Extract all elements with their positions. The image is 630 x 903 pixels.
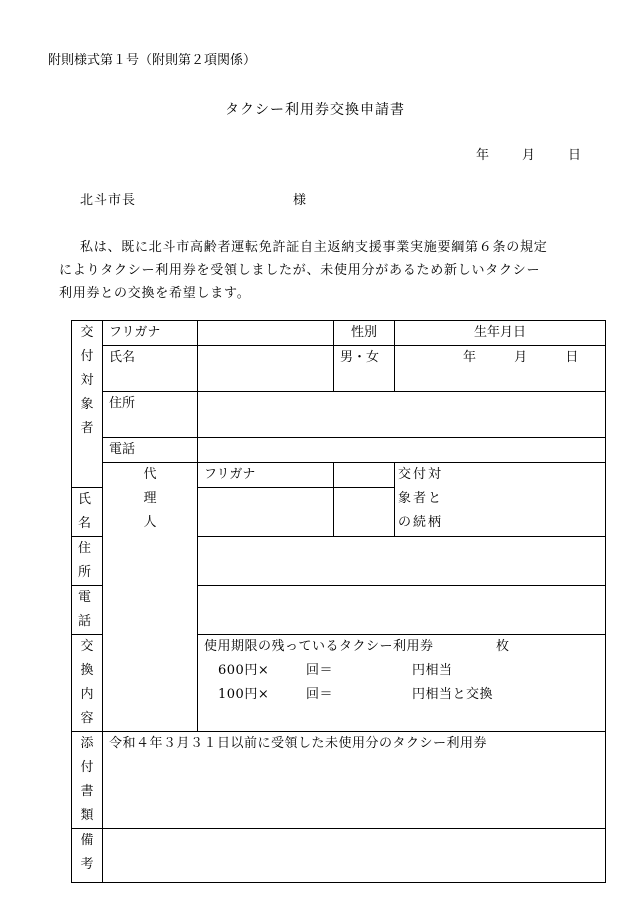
agent-address-field[interactable] xyxy=(198,537,606,586)
price-600-label: 600円× xyxy=(218,663,270,678)
remarks-section-header: 備 考 xyxy=(72,829,103,883)
recipient-phone-label: 電話 xyxy=(103,438,198,463)
recipient-name-field[interactable] xyxy=(198,346,334,392)
honorific: 様 xyxy=(293,193,307,208)
date-month-label: 月 xyxy=(522,148,536,163)
agent-name-label: 氏名 xyxy=(72,488,103,537)
body-line-2: によりタクシー利用券を受領しましたが、未使用分があるため新しいタクシー xyxy=(59,263,541,278)
recipient-furigana-field[interactable] xyxy=(198,321,334,346)
exchange-sheet-unit: 枚 xyxy=(496,639,510,654)
birthdate-label: 生年月日 xyxy=(395,321,606,346)
exchange-section-header: 交 換 内 容 xyxy=(72,635,103,732)
attachment-text: 令和４年３月３１日以前に受領した未使用分のタクシー利用券 xyxy=(103,732,606,829)
birth-year-label: 年 xyxy=(463,350,477,365)
gender-label: 性別 xyxy=(334,321,395,346)
agent-section-header: 代 理 人 xyxy=(103,463,198,732)
birthdate-field[interactable] xyxy=(395,346,606,392)
agent-address-label: 住所 xyxy=(72,537,103,586)
recipient-section-header: 交 付 対 象 者 xyxy=(72,321,103,488)
form-number: 附則様式第１号（附則第２項関係） xyxy=(48,53,257,68)
price-600-result: 円相当 xyxy=(412,663,453,678)
agent-furigana-field[interactable] xyxy=(334,463,395,488)
recipient-phone-field[interactable] xyxy=(198,438,606,463)
price-600-times: 回＝ xyxy=(306,663,334,678)
agent-phone-field[interactable] xyxy=(198,586,606,635)
birth-day-label: 日 xyxy=(565,350,579,365)
recipient-address-field[interactable] xyxy=(198,392,606,438)
date-day-label: 日 xyxy=(568,148,582,163)
agent-name-field[interactable] xyxy=(198,488,334,537)
recipient-address-label: 住所 xyxy=(103,392,198,438)
gender-options[interactable]: 男・女 xyxy=(334,346,395,392)
date-year-label: 年 xyxy=(476,148,490,163)
agent-phone-label: 電話 xyxy=(72,586,103,635)
attachment-section-header: 添 付 書 類 xyxy=(72,732,103,829)
exchange-remaining-tickets: 使用期限の残っているタクシー利用券 xyxy=(204,639,434,654)
recipient-name: 北斗市長 xyxy=(80,193,137,208)
page-title: タクシー利用券交換申請書 xyxy=(225,102,405,118)
birth-month-label: 月 xyxy=(514,350,528,365)
price-100-label: 100円× xyxy=(218,687,270,702)
body-line-3: 利用券との交換を希望します。 xyxy=(59,286,251,301)
body-line-1: 私は、既に北斗市高齢者運転免許証自主返納支援事業実施要綱第６条の規定 xyxy=(80,240,548,255)
recipient-name-label: 氏名 xyxy=(103,346,198,392)
agent-furigana-label: フリガナ xyxy=(198,463,334,488)
price-100-times: 回＝ xyxy=(306,687,334,702)
recipient-furigana-label: フリガナ xyxy=(103,321,198,346)
relation-label: 交付対 象者と の続柄 xyxy=(395,463,606,537)
price-100-result: 円相当と交換 xyxy=(412,687,494,702)
exchange-details[interactable] xyxy=(198,635,606,732)
remarks-field[interactable] xyxy=(103,829,606,883)
application-table xyxy=(71,320,606,883)
